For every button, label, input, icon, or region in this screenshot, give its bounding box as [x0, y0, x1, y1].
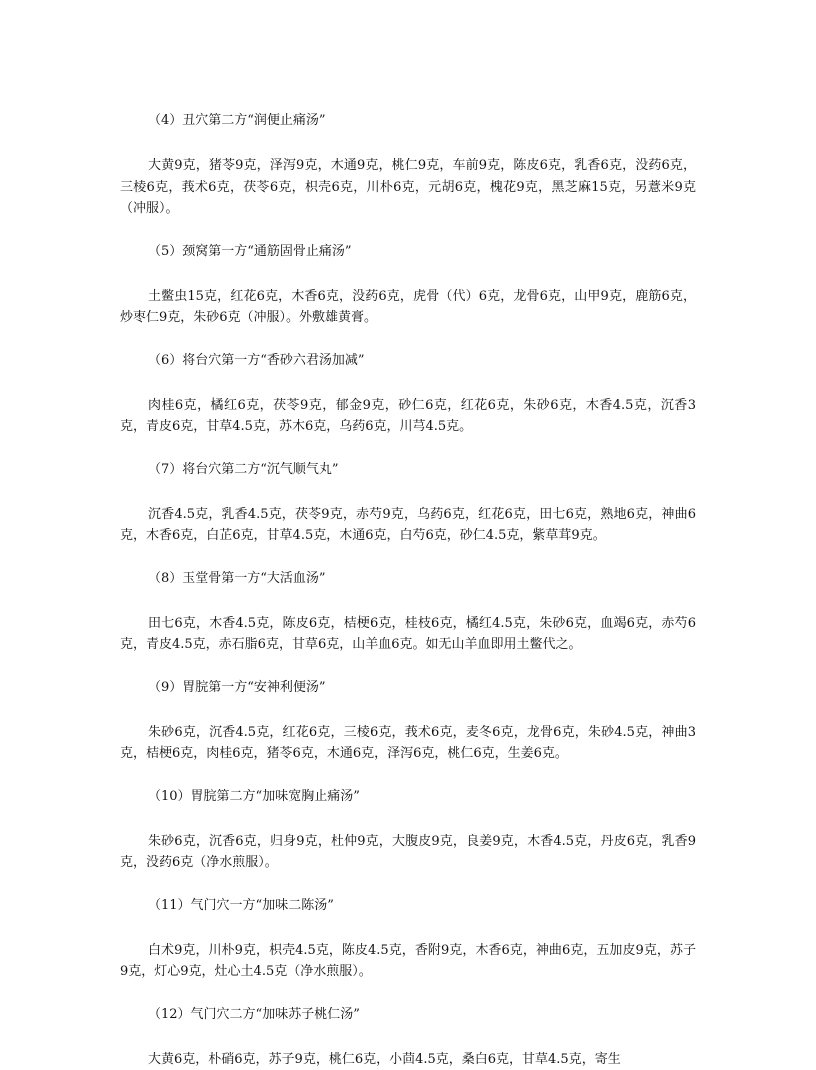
section-heading: （9）胃脘第一方“安神利便汤”: [120, 677, 696, 699]
section-body: 土鳖虫15克，红花6克，木香6克，没药6克，虎骨（代）6克，龙骨6克，山甲9克，鹿筋6克，炒枣仁9克，朱砂6克（冲服）。外敷雄黄膏。: [120, 286, 696, 329]
section-body: 朱砂6克，沉香6克，归身9克，杜仲9克，大腹皮9克，良姜9克，木香4.5克，丹皮6克，乳香9克，没药6克（净水煎服）。: [120, 831, 696, 874]
section-heading: （8）玉堂骨第一方“大活血汤”: [120, 568, 696, 590]
section-body: 朱砂6克，沉香4.5克，红花6克，三棱6克，莪术6克，麦冬6克，龙骨6克，朱砂4.5克，神曲3克，桔梗6克，肉桂6克，猪苓6克，木通6克，泽泻6克，桃仁6克，生姜6克。: [120, 722, 696, 765]
section-heading: （6）将台穴第一方“香砂六君汤加减”: [120, 350, 696, 372]
document-page: [120, 110, 696, 1070]
section-heading: （10）胃脘第二方“加味宽胸止痛汤”: [120, 786, 696, 808]
section-body: 沉香4.5克，乳香4.5克，茯苓9克，赤芍9克，乌药6克，红花6克，田七6克，熟地6克，神曲6克，木香6克，白芷6克，甘草4.5克，木通6克，白芍6克，砂仁4.5克，紫草茸9克。: [120, 504, 696, 547]
section-body: 白术9克，川朴9克，枳壳4.5克，陈皮4.5克，香附9克，木香6克，神曲6克，五加皮9克，苏子9克，灯心9克，灶心土4.5克（净水煎服）。: [120, 940, 696, 983]
section-heading: （7）将台穴第二方“沉气顺气丸”: [120, 459, 696, 481]
section-heading: （4）丑穴第二方“润便止痛汤”: [120, 110, 696, 132]
section-body: 田七6克，木香4.5克，陈皮6克，桔梗6克，桂枝6克，橘红4.5克，朱砂6克，血竭6克，赤芍6克，青皮4.5克，赤石脂6克，甘草6克，山羊血6克。如无山羊血即用土鳖代之。: [120, 613, 696, 656]
section-body: 大黄9克，猪苓9克，泽泻9克，木通9克，桃仁9克，车前9克，陈皮6克，乳香6克，没药6克，三棱6克，莪术6克，茯苓6克，枳壳6克，川朴6克，元胡6克，槐花9克，黑芝麻15克，另薏米9克（冲服）。: [120, 155, 696, 220]
section-heading: （11）气门穴一方“加味二陈汤”: [120, 895, 696, 917]
section-heading: （5）颈窝第一方“通筋固骨止痛汤”: [120, 241, 696, 263]
section-body: 肉桂6克，橘红6克，茯苓9克，郁金9克，砂仁6克，红花6克，朱砂6克，木香4.5克，沉香3克，青皮6克，甘草4.5克，苏木6克，乌药6克，川芎4.5克。: [120, 395, 696, 438]
section-body: 大黄6克，朴硝6克，苏子9克，桃仁6克，小茴4.5克，桑白6克，甘草4.5克，寄生: [120, 1049, 696, 1070]
section-heading: （12）气门穴二方“加味苏子桃仁汤”: [120, 1004, 696, 1026]
